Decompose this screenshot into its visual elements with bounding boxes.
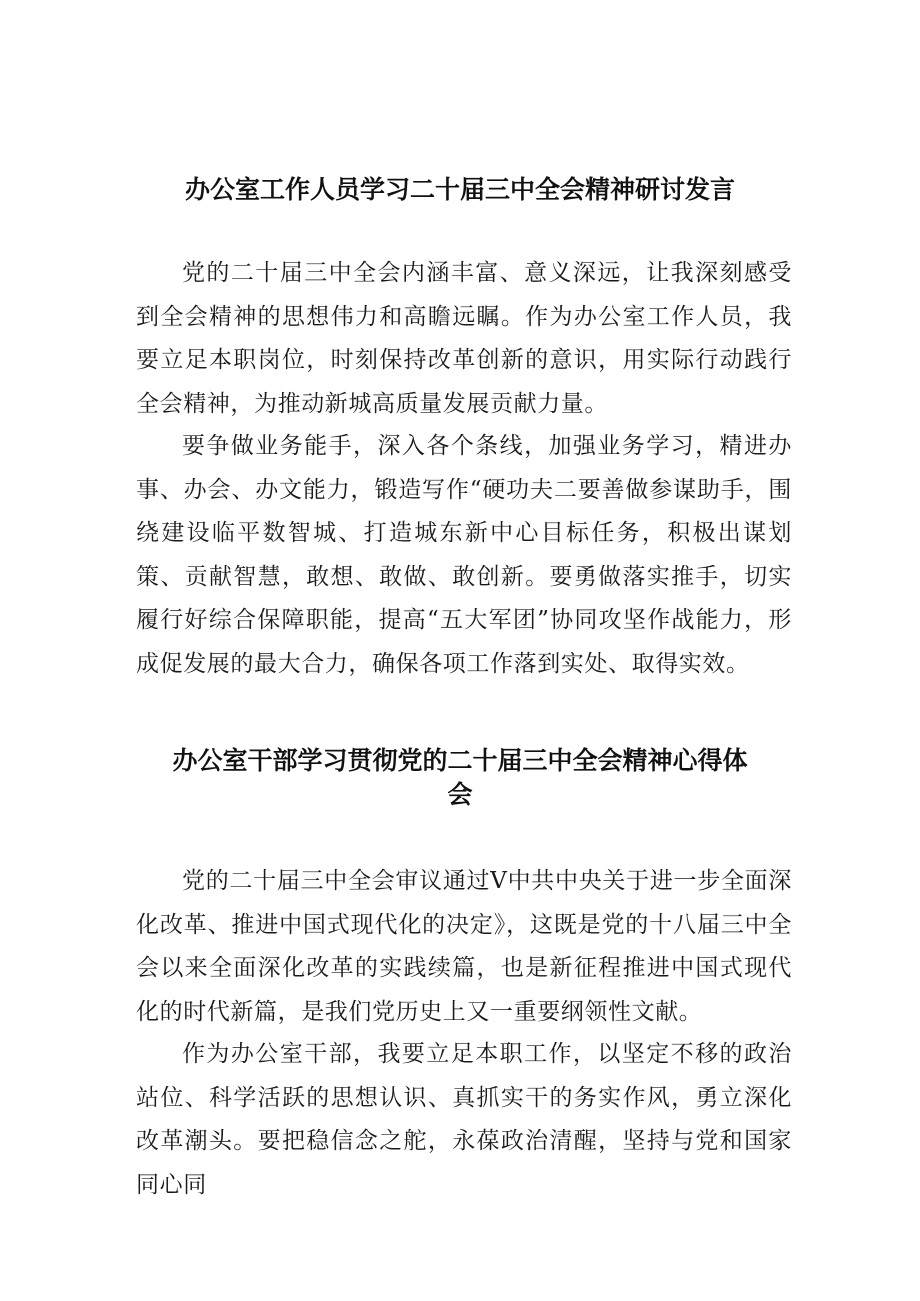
article2-paragraph-1: 党的二十届三中全会审议通过V中共中央关于进一步全面深化改革、推进中国式现代化的决定》，这既是党的十八届三中全会以来全面深化改革的实践续篇，也是新征程推进中国式现代化的时代新篇，是我们党历史上又一重要纲领性文献。 xyxy=(136,868,792,1025)
article2-paragraph-2: 作为办公室干部，我要立足本职工作，以坚定不移的政治站位、科学活跃的思想认识、真抓实干的务实作风，勇立深化改革潮头。要把稳信念之舵，永葆政治清醒，坚持与党和国家同心同 xyxy=(136,1041,792,1198)
article2-title xyxy=(0,744,920,812)
article2-title-line1: 办公室干部学习贯彻党的二十届三中全会精神心得体 xyxy=(172,746,748,775)
article2-title-line2: 会 xyxy=(447,780,473,809)
article1-title: 办公室工作人员学习二十届三中全会精神研讨发言 xyxy=(184,175,735,204)
article1-paragraph-1: 党的二十届三中全会内涵丰富、意义深远，让我深刻感受到全会精神的思想伟力和高瞻远瞩。作为办公室工作人员，我要立足本职岗位，时刻保持改革创新的意识，用实际行动践行全会精神，为推动新城高质量发展贡献力量。 xyxy=(136,260,792,417)
article1-paragraph-2: 要争做业务能手，深入各个条线，加强业务学习，精进办事、办会、办文能力，锻造写作“硬功夫二要善做参谋助手，围绕建设临平数智城、打造城东新中心目标任务，积极出谋划策、贡献智慧，敢想、敢做、敢创新。要勇做落实推手，切实履行好综合保障职能，提高“五大军团”协同攻坚作战能力，形成促发展的最大合力，确保各项工作落到实处、取得实效。 xyxy=(136,433,792,677)
